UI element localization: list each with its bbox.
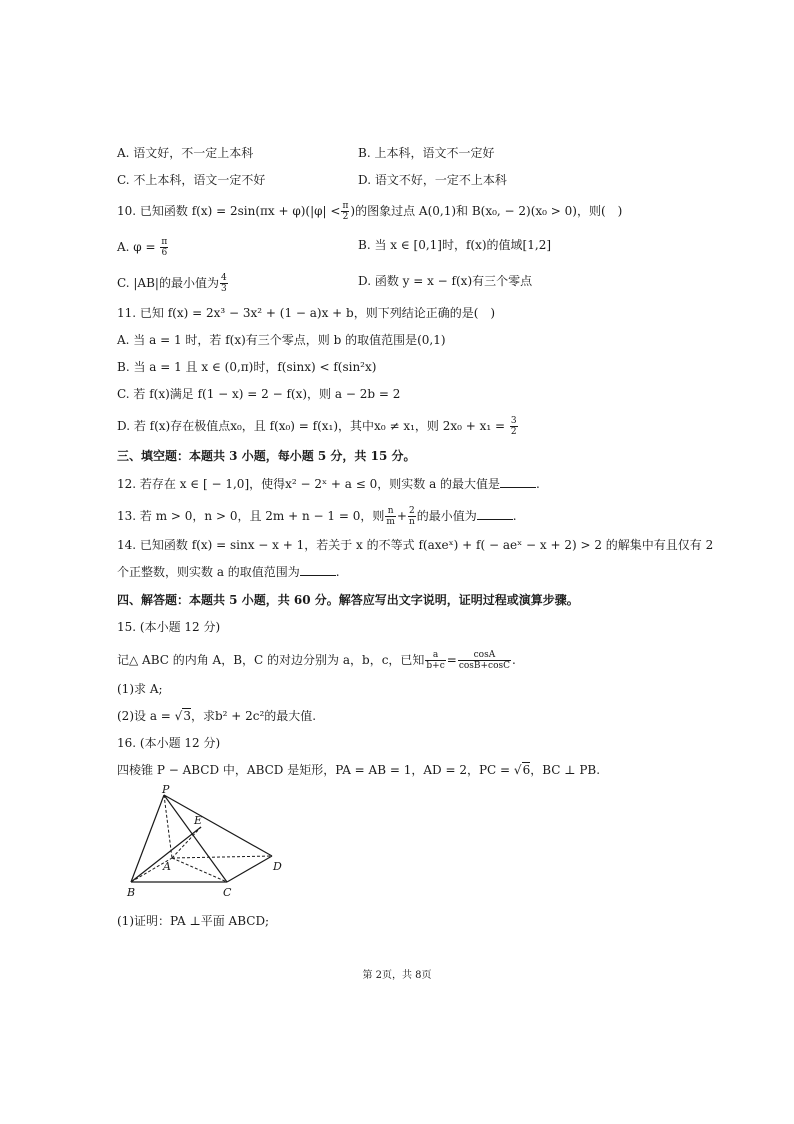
q15-f1-den: b+c bbox=[426, 661, 445, 671]
q13-f1-den: m bbox=[386, 517, 395, 527]
label-d: D bbox=[273, 860, 282, 873]
q10-option-a bbox=[117, 237, 169, 258]
q13-f2-den: n bbox=[408, 517, 415, 527]
q16-stem-text: 四棱锥 P − ABCD 中，ABCD 是矩形，PA = AB = 1，AD = 2，PC = bbox=[117, 763, 511, 777]
q10-option-a-den: 6 bbox=[161, 248, 168, 258]
q15-header: 15. (本小题 12 分) bbox=[117, 620, 221, 634]
edge-pd bbox=[164, 795, 272, 856]
q14-line-2-text: 个正整数，则实数 a 的取值范围为 bbox=[117, 565, 300, 579]
q15-equals: = bbox=[446, 653, 457, 667]
q11-option-c: C. 若 f(x)满足 f(1 − x) = 2 − f(x)，则 a − 2b = 2 bbox=[117, 387, 401, 401]
q9-option-a: A. 语文好，不一定上本科 bbox=[117, 146, 254, 160]
q15-part-2-text: (2)设 a = bbox=[117, 709, 171, 723]
q10-option-c bbox=[117, 273, 229, 294]
q11-option-d-num: 3 bbox=[510, 416, 517, 426]
label-p: P bbox=[162, 785, 170, 796]
q15-fraction-2 bbox=[458, 650, 511, 671]
edge-pc bbox=[164, 795, 227, 882]
section-4-heading: 四、解答题：本题共 5 小题，共 60 分。解答应写出文字说明，证明过程或演算步骤。 bbox=[117, 593, 579, 607]
q13-fraction-1 bbox=[385, 506, 396, 527]
q12-end: . bbox=[536, 477, 540, 491]
q15-part-2-text-2: ，求b² + 2c²的最大值. bbox=[190, 709, 317, 723]
q10-stem-frac-den: 2 bbox=[342, 212, 349, 222]
q10-stem-part1: 10. 已知函数 f(x) = 2sin(πx + φ)(|φ| < bbox=[117, 204, 341, 218]
q15-fraction-1 bbox=[425, 650, 445, 671]
edge-ad-hidden bbox=[172, 856, 272, 858]
q13-plus: + bbox=[396, 509, 407, 523]
q16-header: 16. (本小题 12 分) bbox=[117, 736, 221, 750]
label-b: B bbox=[127, 886, 136, 899]
q11-option-d-fraction bbox=[510, 416, 518, 437]
section-3-heading: 三、填空题：本题共 3 小题，每小题 5 分，共 15 分。 bbox=[117, 449, 416, 463]
q10-option-c-den: 3 bbox=[220, 284, 227, 294]
q11-option-d-text: D. 若 f(x)存在极值点x₀，且 f(x₀) = f(x₁)，其中x₀ ≠ x₁，则 2x₀ + x₁ = bbox=[117, 419, 506, 433]
q9-option-d: D. 语文不好，一定不上本科 bbox=[358, 173, 507, 187]
q15-stem-end: . bbox=[512, 653, 516, 667]
pyramid-figure bbox=[117, 785, 297, 900]
q10-stem-frac-num: π bbox=[342, 201, 349, 211]
q13-end: . bbox=[512, 509, 517, 523]
q10-stem-fraction bbox=[341, 201, 349, 222]
label-c: C bbox=[223, 886, 232, 899]
q15-sqrt-sign: √ bbox=[174, 709, 183, 723]
q16-stem bbox=[117, 762, 600, 778]
q10-option-c-num: 4 bbox=[220, 273, 227, 283]
q9-option-b: B. 上本科，语文不一定好 bbox=[358, 146, 495, 160]
q16-sqrt-value: 6 bbox=[522, 763, 531, 777]
q13-fraction-2 bbox=[408, 506, 416, 527]
q15-f2-den: cosB+cosC bbox=[458, 661, 511, 671]
segment-ae-hidden bbox=[172, 827, 201, 858]
q12-text: 12. 若存在 x ∈ [ − 1,0]，使得x² − 2ˣ + a ≤ 0，则实数 a 的最大值是 bbox=[117, 477, 501, 491]
q13-text-2: 的最小值为 bbox=[416, 509, 477, 523]
q14-answer-blank bbox=[300, 564, 336, 576]
edge-cd bbox=[227, 856, 272, 882]
q15-stem bbox=[117, 650, 516, 671]
q11-option-a: A. 当 a = 1 时，若 f(x)有三个零点，则 b 的取值范围是(0,1) bbox=[117, 333, 446, 347]
q13-f1-num: n bbox=[385, 506, 396, 517]
q10-option-b: B. 当 x ∈ [0,1]时，f(x)的值域[1,2] bbox=[358, 238, 552, 252]
q15-stem-text: 记△ ABC 的内角 A，B，C 的对边分别为 a，b，c，已知 bbox=[117, 653, 425, 667]
q16-part-1: (1)证明：PA ⊥平面 ABCD; bbox=[117, 914, 270, 928]
q9-option-c: C. 不上本科，语文一定不好 bbox=[117, 173, 266, 187]
q11-option-d-den: 2 bbox=[510, 427, 517, 437]
q14-line-2 bbox=[117, 564, 340, 580]
q10-option-c-text: C. |AB|的最小值为 bbox=[117, 276, 219, 290]
q10-option-d: D. 函数 y = x − f(x)有三个零点 bbox=[358, 274, 533, 288]
q14-end: . bbox=[335, 565, 340, 579]
q10-option-a-fraction bbox=[160, 237, 168, 258]
q10-stem bbox=[117, 201, 622, 222]
q16-stem-text-2: ，BC ⊥ PB. bbox=[530, 763, 601, 777]
q15-sqrt-value: 3 bbox=[183, 709, 191, 723]
label-e: E bbox=[194, 814, 203, 827]
label-a: A bbox=[163, 860, 171, 873]
q10-stem-part2: )的图象过点 A(0,1)和 B(x₀, − 2)(x₀ > 0)，则( ) bbox=[350, 204, 623, 218]
q13-answer-blank bbox=[477, 508, 513, 520]
q11-option-b: B. 当 a = 1 且 x ∈ (0,π)时，f(sinx) < f(sin²x) bbox=[117, 360, 377, 374]
q10-option-a-num: π bbox=[161, 237, 168, 247]
q11-stem: 11. 已知 f(x) = 2x³ − 3x² + (1 − a)x + b，则下列结论正确的是( ) bbox=[117, 306, 496, 320]
q13 bbox=[117, 506, 517, 527]
q16-sqrt-sign: √ bbox=[513, 763, 522, 777]
q15-f2-num: cosA bbox=[458, 650, 511, 661]
page-footer: 第 2页，共 8页 bbox=[362, 970, 432, 981]
q15-part-2 bbox=[117, 708, 316, 724]
q10-option-a-text: A. φ = bbox=[117, 240, 156, 254]
q15-part-1: (1)求 A; bbox=[117, 682, 163, 696]
q15-f1-num: a bbox=[425, 650, 445, 661]
q12-answer-blank bbox=[500, 476, 536, 488]
q13-text: 13. 若 m > 0，n > 0，且 2m + n − 1 = 0，则 bbox=[117, 509, 385, 523]
q13-f2-num: 2 bbox=[408, 506, 415, 516]
q12 bbox=[117, 476, 540, 492]
q14-line-1: 14. 已知函数 f(x) = sinx − x + 1，若关于 x 的不等式 f(axeˣ) + f( − aeˣ − x + 2) > 2 的解集中有且仅有 2 bbox=[117, 538, 714, 552]
q11-option-d bbox=[117, 416, 519, 437]
q10-option-c-fraction bbox=[220, 273, 228, 294]
